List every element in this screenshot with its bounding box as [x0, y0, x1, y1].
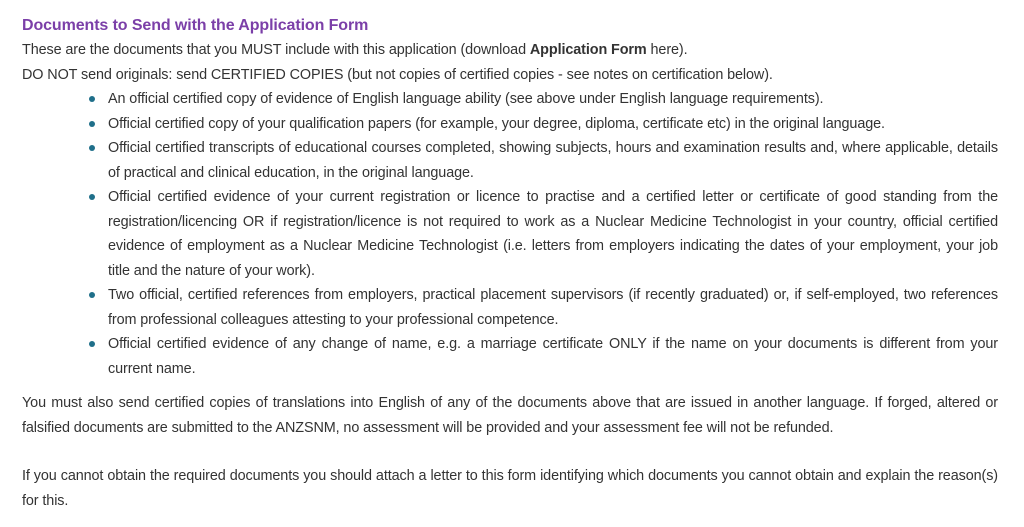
bullet-icon: [89, 145, 95, 151]
bullet-icon: [89, 341, 95, 347]
bullet-icon: [89, 121, 95, 127]
list-item: [108, 87, 998, 112]
intro-text-before: These are the documents that you MUST include with this application (download: [22, 42, 530, 58]
list-item: [108, 136, 998, 185]
bullet-icon: [89, 96, 95, 102]
intro-text-after: here).: [646, 42, 688, 58]
list-item-text: Two official, certified references from employers, practical placement supervisors (if recently graduated) or, if self-employed, two references from professional colleagues attesting to your professional competence.: [108, 287, 998, 328]
bullet-icon: [89, 292, 95, 298]
application-form-link[interactable]: Application Form: [529, 42, 647, 58]
list-item: [108, 185, 998, 283]
list-item: [108, 332, 998, 381]
list-item: [108, 112, 998, 137]
list-item-text: Official certified copy of your qualification papers (for example, your degree, diploma, certificate etc) in the original language.: [108, 115, 885, 132]
originals-warning: DO NOT send originals: send CERTIFIED COPIES (but not copies of certified copies - see notes on certification below).: [22, 66, 773, 83]
list-item-text: Official certified evidence of your current registration or licence to practise and a certified letter or certificate of good standing from the registration/licencing OR if registration/licence is not required to work as a Nuclear Medicine Technologist in your country, official certified evidence of employment as a Nuclear Medicine Technologist (i.e. letters from employers indicating the dates of your employment, your job title and the nature of your work).: [108, 189, 998, 279]
intro-line: [22, 38, 998, 63]
bullet-icon: [89, 194, 95, 200]
list-item-text: Official certified transcripts of educational courses completed, showing subjects, hours and examination results and, where applicable, details of practical and clinical education, in the original language.: [108, 140, 998, 181]
missing-documents-paragraph: If you cannot obtain the required documents you should attach a letter to this form identifying which documents you cannot obtain and explain the reason(s) for this.: [22, 468, 998, 509]
list-item: [108, 283, 998, 332]
translations-paragraph: You must also send certified copies of translations into English of any of the documents above that are issued in another language. If forged, altered or falsified documents are submitted to the ANZSNM, no assessment will be provided and your assessment fee will not be refunded.: [22, 395, 998, 436]
spacer: [22, 440, 998, 464]
section-heading: Documents to Send with the Application Form: [22, 17, 369, 34]
spacer: [22, 381, 998, 391]
list-item-text: An official certified copy of evidence of English language ability (see above under English language requirements).: [108, 91, 824, 107]
required-documents-list: [22, 87, 998, 381]
list-item-text: Official certified evidence of any change of name, e.g. a marriage certificate ONLY if the name on your documents is different from your current name.: [108, 336, 998, 377]
